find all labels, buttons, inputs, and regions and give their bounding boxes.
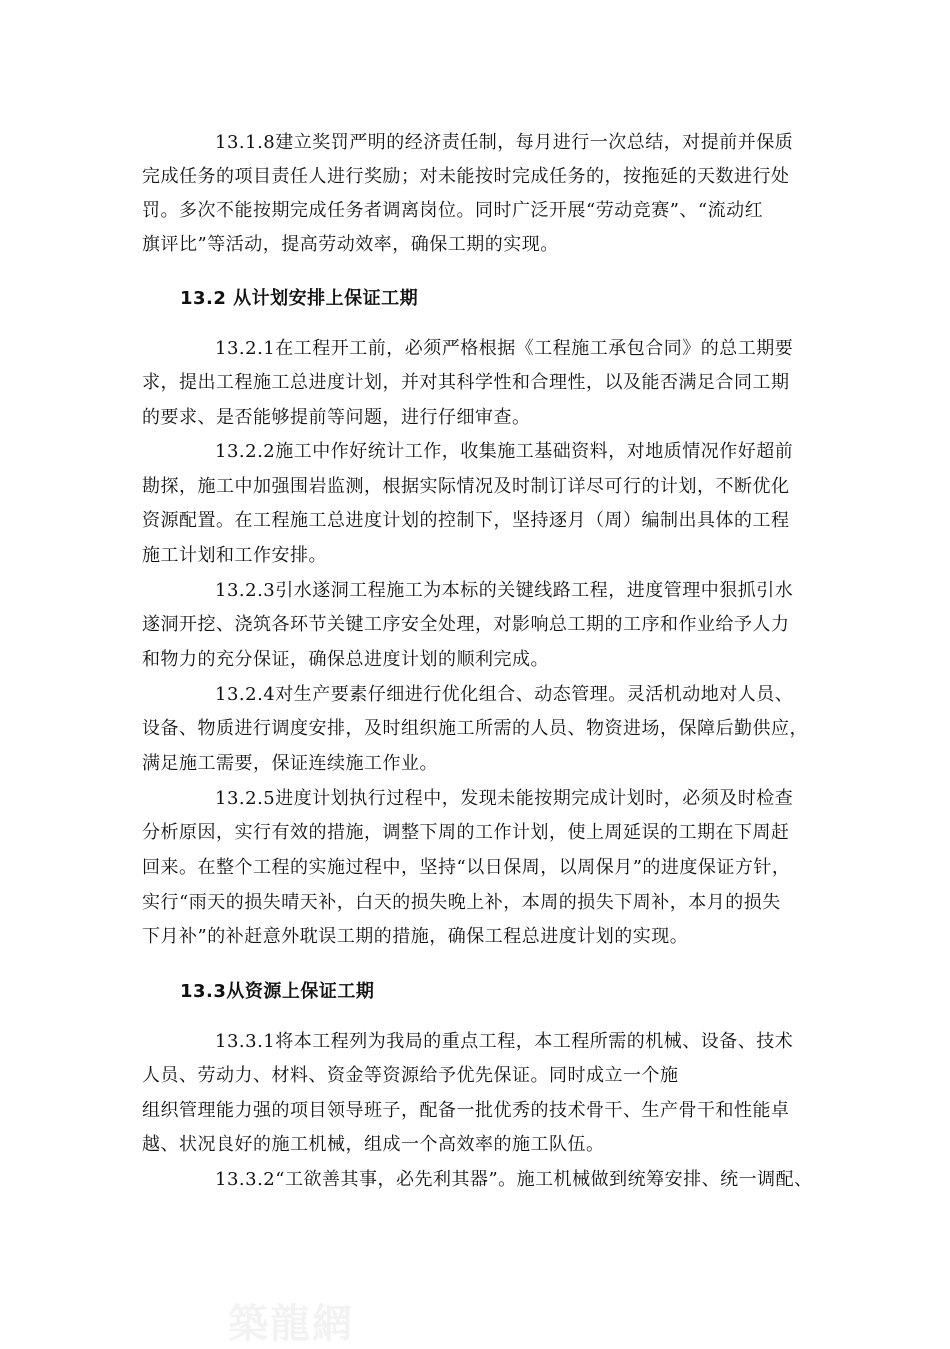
section-heading-13-2: 13.2 从计划安排上保证工期 (180, 288, 419, 309)
text-line: 勘探，施工中加强围岩监测，根据实际情况及时制订详尽可行的计划，不断优化 (142, 476, 790, 497)
text-line: 施工计划和工作安排。 (142, 545, 327, 566)
text-line: 13.2.4对生产要素仔细进行优化组合、动态管理。灵活机动地对人员、 (215, 684, 794, 705)
text-line: 资源配置。在工程施工总进度计划的控制下，坚持逐月（周）编制出具体的工程 (142, 510, 790, 531)
text-line: 分析原因，实行有效的措施，调整下周的工作计划，使上周延误的工期在下周赶 (142, 822, 790, 843)
text-line: 设备、物质进行调度安排，及时组织施工所需的人员、物资进场，保障后勤供应， (142, 718, 808, 739)
text-line: 实行“雨天的损失晴天补，白天的损失晚上补，本周的损失下周补，本月的损失 (142, 892, 781, 913)
text-line: 满足施工需要，保证连续施工作业。 (142, 753, 438, 774)
text-line: 组织管理能力强的项目领导班子，配备一批优秀的技术骨干、生产骨干和性能卓 (142, 1100, 790, 1121)
text-line: 回来。在整个工程的实施过程中，坚持“以日保周，以周保月”的进度保证方针， (142, 857, 791, 878)
text-line: 完成任务的项目责任人进行奖励；对未能按时完成任务的，按拖延的天数进行处 (142, 166, 790, 187)
text-line: 和物力的充分保证，确保总进度计划的顺利完成。 (142, 649, 549, 670)
text-line: 人员、劳动力、材料、资金等资源给予优先保证。同时成立一个施 (142, 1065, 679, 1086)
text-line: 罚。多次不能按期完成任务者调离岗位。同时广泛开展“劳动竞赛”、“流动红 (142, 200, 764, 221)
text-line: 遂洞开挖、浇筑各环节关键工序安全处理，对影响总工期的工序和作业给予人力 (142, 614, 790, 635)
text-line: 13.3.1将本工程列为我局的重点工程，本工程所需的机械、设备、技术 (215, 1031, 794, 1052)
text-line: 旗评比”等活动，提高劳动效率，确保工期的实现。 (142, 234, 559, 255)
text-line: 越、状况良好的施工机械，组成一个高效率的施工队伍。 (142, 1134, 605, 1155)
text-line: 的要求、是否能够提前等问题，进行仔细审查。 (142, 407, 531, 428)
text-line: 13.2.2施工中作好统计工作，收集施工基础资料，对地质情况作好超前 (215, 441, 794, 462)
watermark: 築龍網 (228, 1300, 354, 1347)
text-line: 13.1.8建立奖罚严明的经济责任制，每月进行一次总结，对提前并保质 (215, 132, 794, 153)
text-line: 13.2.5进度计划执行过程中，发现未能按期完成计划时，必须及时检查 (215, 788, 794, 809)
section-heading-13-3: 13.3从资源上保证工期 (180, 981, 375, 1002)
text-line: 下月补”的补赶意外耽误工期的措施，确保工程总进度计划的实现。 (142, 926, 689, 947)
text-line: 13.3.2“工欲善其事，必先利其器”。施工机械做到统筹安排、统一调配、 (215, 1169, 813, 1190)
text-line: 13.2.1在工程开工前，必须严格根据《工程施工承包合同》的总工期要 (215, 338, 794, 359)
text-line: 13.2.3引水遂洞工程施工为本标的关键线路工程，进度管理中狠抓引水 (215, 580, 794, 601)
text-line: 求，提出工程施工总进度计划，并对其科学性和合理性，以及能否满足合同工期 (142, 372, 790, 393)
